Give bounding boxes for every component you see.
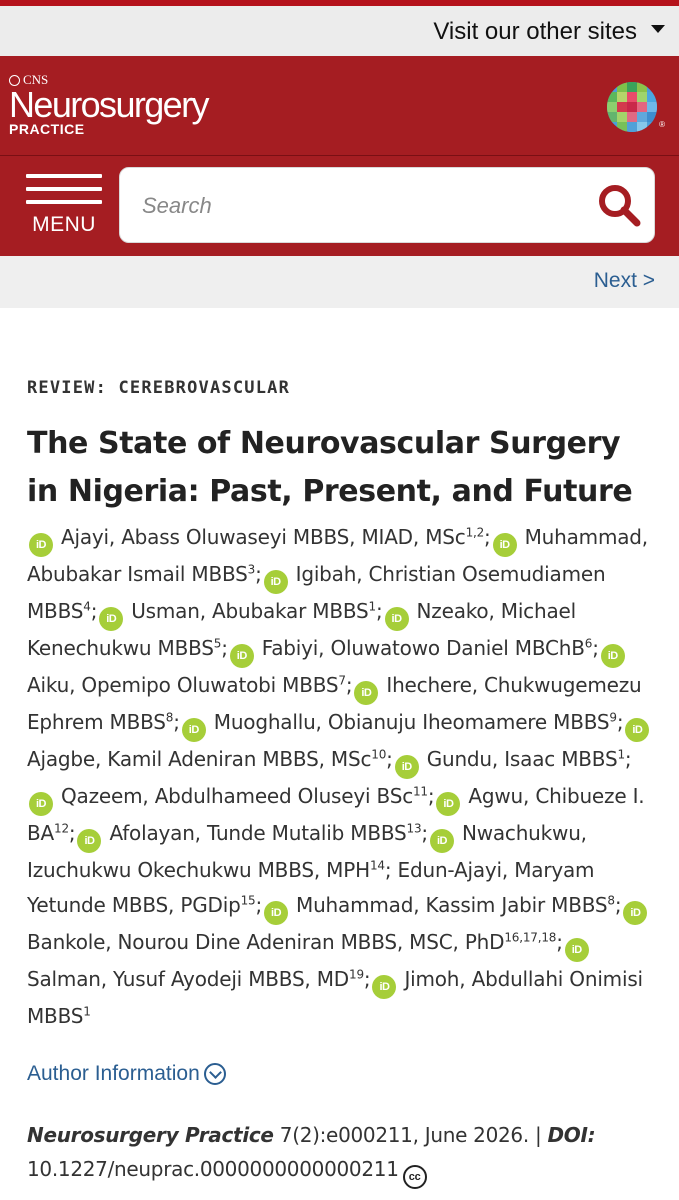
orcid-icon[interactable]: iD <box>625 718 649 742</box>
author-item: Nzeako, Michael Kenechukwu MBBS$^5$; <box>27 599 576 660</box>
author-item: Aiku, Opemipo Oluwatobi MBBS$^7$; <box>27 673 353 697</box>
author-item: Bankole, Nourou Dine Adeniran MBBS, MSC, PhD$^{16,17,18}$; <box>27 929 563 954</box>
author-name[interactable]: Ajagbe, Kamil Adeniran MBBS, MSc <box>27 747 372 771</box>
author-affiliation-number: 19 <box>349 966 364 981</box>
author-affiliation-number: 5 <box>213 636 222 651</box>
orcid-icon[interactable]: iD <box>385 607 409 631</box>
orcid-icon[interactable]: iD <box>230 644 254 668</box>
author-affiliation-number: 1 <box>368 599 376 614</box>
orcid-icon[interactable]: iD <box>430 829 454 853</box>
author-affiliation-number: 6 <box>584 636 593 651</box>
nav-bar <box>0 156 679 256</box>
author-item: Ajagbe, Kamil Adeniran MBBS, MSc$^{10}$; <box>27 747 393 771</box>
author-list <box>27 520 663 1033</box>
search-box <box>119 167 655 243</box>
citation <box>27 1118 657 1189</box>
creative-commons-icon: cc <box>403 1165 427 1189</box>
citation-separator: | <box>534 1123 542 1147</box>
author-information-label: Author Information <box>27 1062 200 1085</box>
menu-button[interactable] <box>26 174 102 237</box>
author-item: Agwu, Chibueze I. BA$^{12}$; <box>27 784 645 845</box>
author-name[interactable]: Afolayan, Tunde Mutalib MBBS <box>109 821 407 845</box>
orcid-icon[interactable]: iD <box>395 755 419 779</box>
search-icon <box>596 182 642 228</box>
author-name[interactable]: Bankole, Nourou Dine Adeniran MBBS, MSC, PhD <box>27 929 505 954</box>
author-item: Muhammad, Kassim Jabir MBBS$^8$; <box>296 892 622 917</box>
author-affiliation-number: 1 <box>617 747 625 762</box>
logo-org-text: CNS <box>23 72 49 87</box>
author-affiliation-number: 3 <box>247 562 256 577</box>
author-item: Edun-Ajayi, Maryam Yetunde MBBS, PGDip$^{15}$; <box>27 858 595 917</box>
author-affiliation-number: 7 <box>338 673 346 688</box>
author-item: Ihechere, Chukwugemezu Ephrem MBBS$^8$; <box>27 673 642 734</box>
author-item: Salman, Yusuf Ayodeji MBBS, MD$^{19}$; <box>27 966 371 991</box>
orcid-icon[interactable]: iD <box>436 792 460 816</box>
author-affiliation-number: 13 <box>406 821 422 836</box>
author-affiliation-number: 10 <box>371 747 387 762</box>
orcid-icon[interactable]: iD <box>372 975 396 999</box>
author-name[interactable]: Jimoh, Abdullahi Onimisi MBBS <box>27 966 643 1028</box>
orcid-icon[interactable]: iD <box>493 533 517 557</box>
author-affiliation-number: 16,17,18 <box>504 929 557 944</box>
author-name[interactable]: Ihechere, Chukwugemezu Ephrem MBBS <box>27 673 642 734</box>
author-affiliation-number: 4 <box>83 599 91 614</box>
top-bar <box>0 6 679 56</box>
author-affiliation-number: 15 <box>240 892 256 907</box>
site-header <box>0 56 679 156</box>
author-item: Muoghallu, Obianuju Iheomamere MBBS$^9$; <box>213 710 624 734</box>
author-name[interactable]: Salman, Yusuf Ayodeji MBBS, MD <box>27 966 350 991</box>
author-affiliation-number: 1 <box>83 1003 91 1018</box>
author-item: Usman, Abubakar MBBS$^1$; <box>131 599 383 623</box>
author-item: Igibah, Christian Osemudiamen MBBS$^4$; <box>27 562 606 623</box>
registered-mark: ® <box>659 120 665 129</box>
caret-down-icon <box>651 25 665 33</box>
author-item: Afolayan, Tunde Mutalib MBBS$^{13}$; <box>109 821 428 845</box>
author-item: Muhammad, Abubakar Ismail MBBS$^3$; <box>27 525 648 586</box>
orcid-icon[interactable]: iD <box>29 792 53 816</box>
author-name[interactable]: Nwachukwu, Izuchukwu Okechukwu MBBS, MPH <box>27 821 587 882</box>
menu-label: MENU <box>32 213 96 236</box>
author-affiliation-number: 12 <box>54 821 69 836</box>
author-name[interactable]: Muoghallu, Obianuju Iheomamere MBBS <box>213 710 610 734</box>
visit-other-sites-label: Visit our other sites <box>433 18 637 45</box>
orcid-icon[interactable]: iD <box>354 681 378 705</box>
logo-subtitle: PRACTICE <box>9 121 85 137</box>
orcid-icon[interactable]: iD <box>601 644 625 668</box>
author-affiliation-number: 14 <box>369 858 385 873</box>
doi-label: DOI: <box>547 1123 596 1147</box>
author-item: Qazeem, Abdulhameed Oluseyi BSc$^{11}$; <box>61 784 435 808</box>
author-name[interactable]: Aiku, Opemipo Oluwatobi MBBS <box>27 673 339 697</box>
author-name[interactable]: Igibah, Christian Osemudiamen MBBS <box>27 562 606 623</box>
orcid-icon[interactable]: iD <box>565 938 589 962</box>
author-name[interactable]: Fabiyi, Oluwatowo Daniel MBChB <box>261 636 585 660</box>
hamburger-icon-bar <box>26 187 102 191</box>
author-name[interactable]: Muhammad, Abubakar Ismail MBBS <box>27 525 648 586</box>
author-item: Ajayi, Abass Oluwaseyi MBBS, MIAD, MSc$^{1,2}$; <box>61 525 491 549</box>
author-item: Nwachukwu, Izuchukwu Okechukwu MBBS, MPH$^{14}$; <box>27 821 587 882</box>
author-item: Gundu, Isaac MBBS$^1$; <box>426 747 632 771</box>
author-name[interactable]: Usman, Abubakar MBBS <box>131 599 369 623</box>
author-information-toggle[interactable] <box>27 1062 226 1086</box>
orcid-icon[interactable]: iD <box>264 570 288 594</box>
visit-other-sites-dropdown[interactable] <box>433 18 665 46</box>
author-name[interactable]: Gundu, Isaac MBBS <box>426 747 618 771</box>
author-name[interactable]: Qazeem, Abdulhameed Oluseyi BSc <box>61 784 413 808</box>
doi-link[interactable]: 10.1227/neuprac.0000000000000211 <box>27 1157 399 1181</box>
orcid-icon[interactable]: iD <box>623 901 647 925</box>
logo-title: Neurosurgery <box>9 84 208 125</box>
author-affiliation-number: 9 <box>609 710 617 725</box>
author-affiliation-number: 8 <box>607 892 615 907</box>
orcid-icon[interactable]: iD <box>264 901 288 925</box>
author-item: Fabiyi, Oluwatowo Daniel MBChB$^6$; <box>261 636 599 660</box>
publisher-logo-icon[interactable] <box>607 82 657 132</box>
author-affiliation-number: 8 <box>165 710 174 725</box>
citation-details: 7(2):e000211, June 2026. <box>279 1123 529 1147</box>
search-button[interactable] <box>596 182 642 228</box>
author-name[interactable]: Nzeako, Michael Kenechukwu MBBS <box>27 599 576 660</box>
orcid-icon[interactable]: iD <box>77 829 101 853</box>
author-name[interactable]: Edun-Ajayi, Maryam Yetunde MBBS, PGDip <box>27 858 595 917</box>
orcid-icon[interactable]: iD <box>29 533 53 557</box>
orcid-icon[interactable]: iD <box>182 718 206 742</box>
pager-bar <box>0 256 679 308</box>
journal-name: Neurosurgery Practice <box>27 1123 274 1147</box>
journal-logo[interactable] <box>9 72 208 136</box>
author-affiliation-number: 11 <box>413 784 428 799</box>
next-article-link[interactable]: Next > <box>593 269 655 292</box>
author-name[interactable]: Ajayi, Abass Oluwaseyi MBBS, MIAD, MSc <box>61 525 466 549</box>
search-input[interactable] <box>142 186 582 226</box>
article-title: The State of Neurovascular Surgery in Nigeria: Past, Present, and Future <box>27 426 633 509</box>
chevron-down-circle-icon <box>204 1063 226 1085</box>
article-category: REVIEW: CEREBROVASCULAR <box>27 378 291 398</box>
author-name[interactable]: Agwu, Chibueze I. BA <box>27 784 645 845</box>
author-affiliation-number: 1,2 <box>465 525 485 540</box>
orcid-icon[interactable]: iD <box>99 607 123 631</box>
hamburger-icon <box>26 174 102 178</box>
hamburger-icon-bar <box>26 200 102 204</box>
author-name[interactable]: Muhammad, Kassim Jabir MBBS <box>296 892 608 917</box>
